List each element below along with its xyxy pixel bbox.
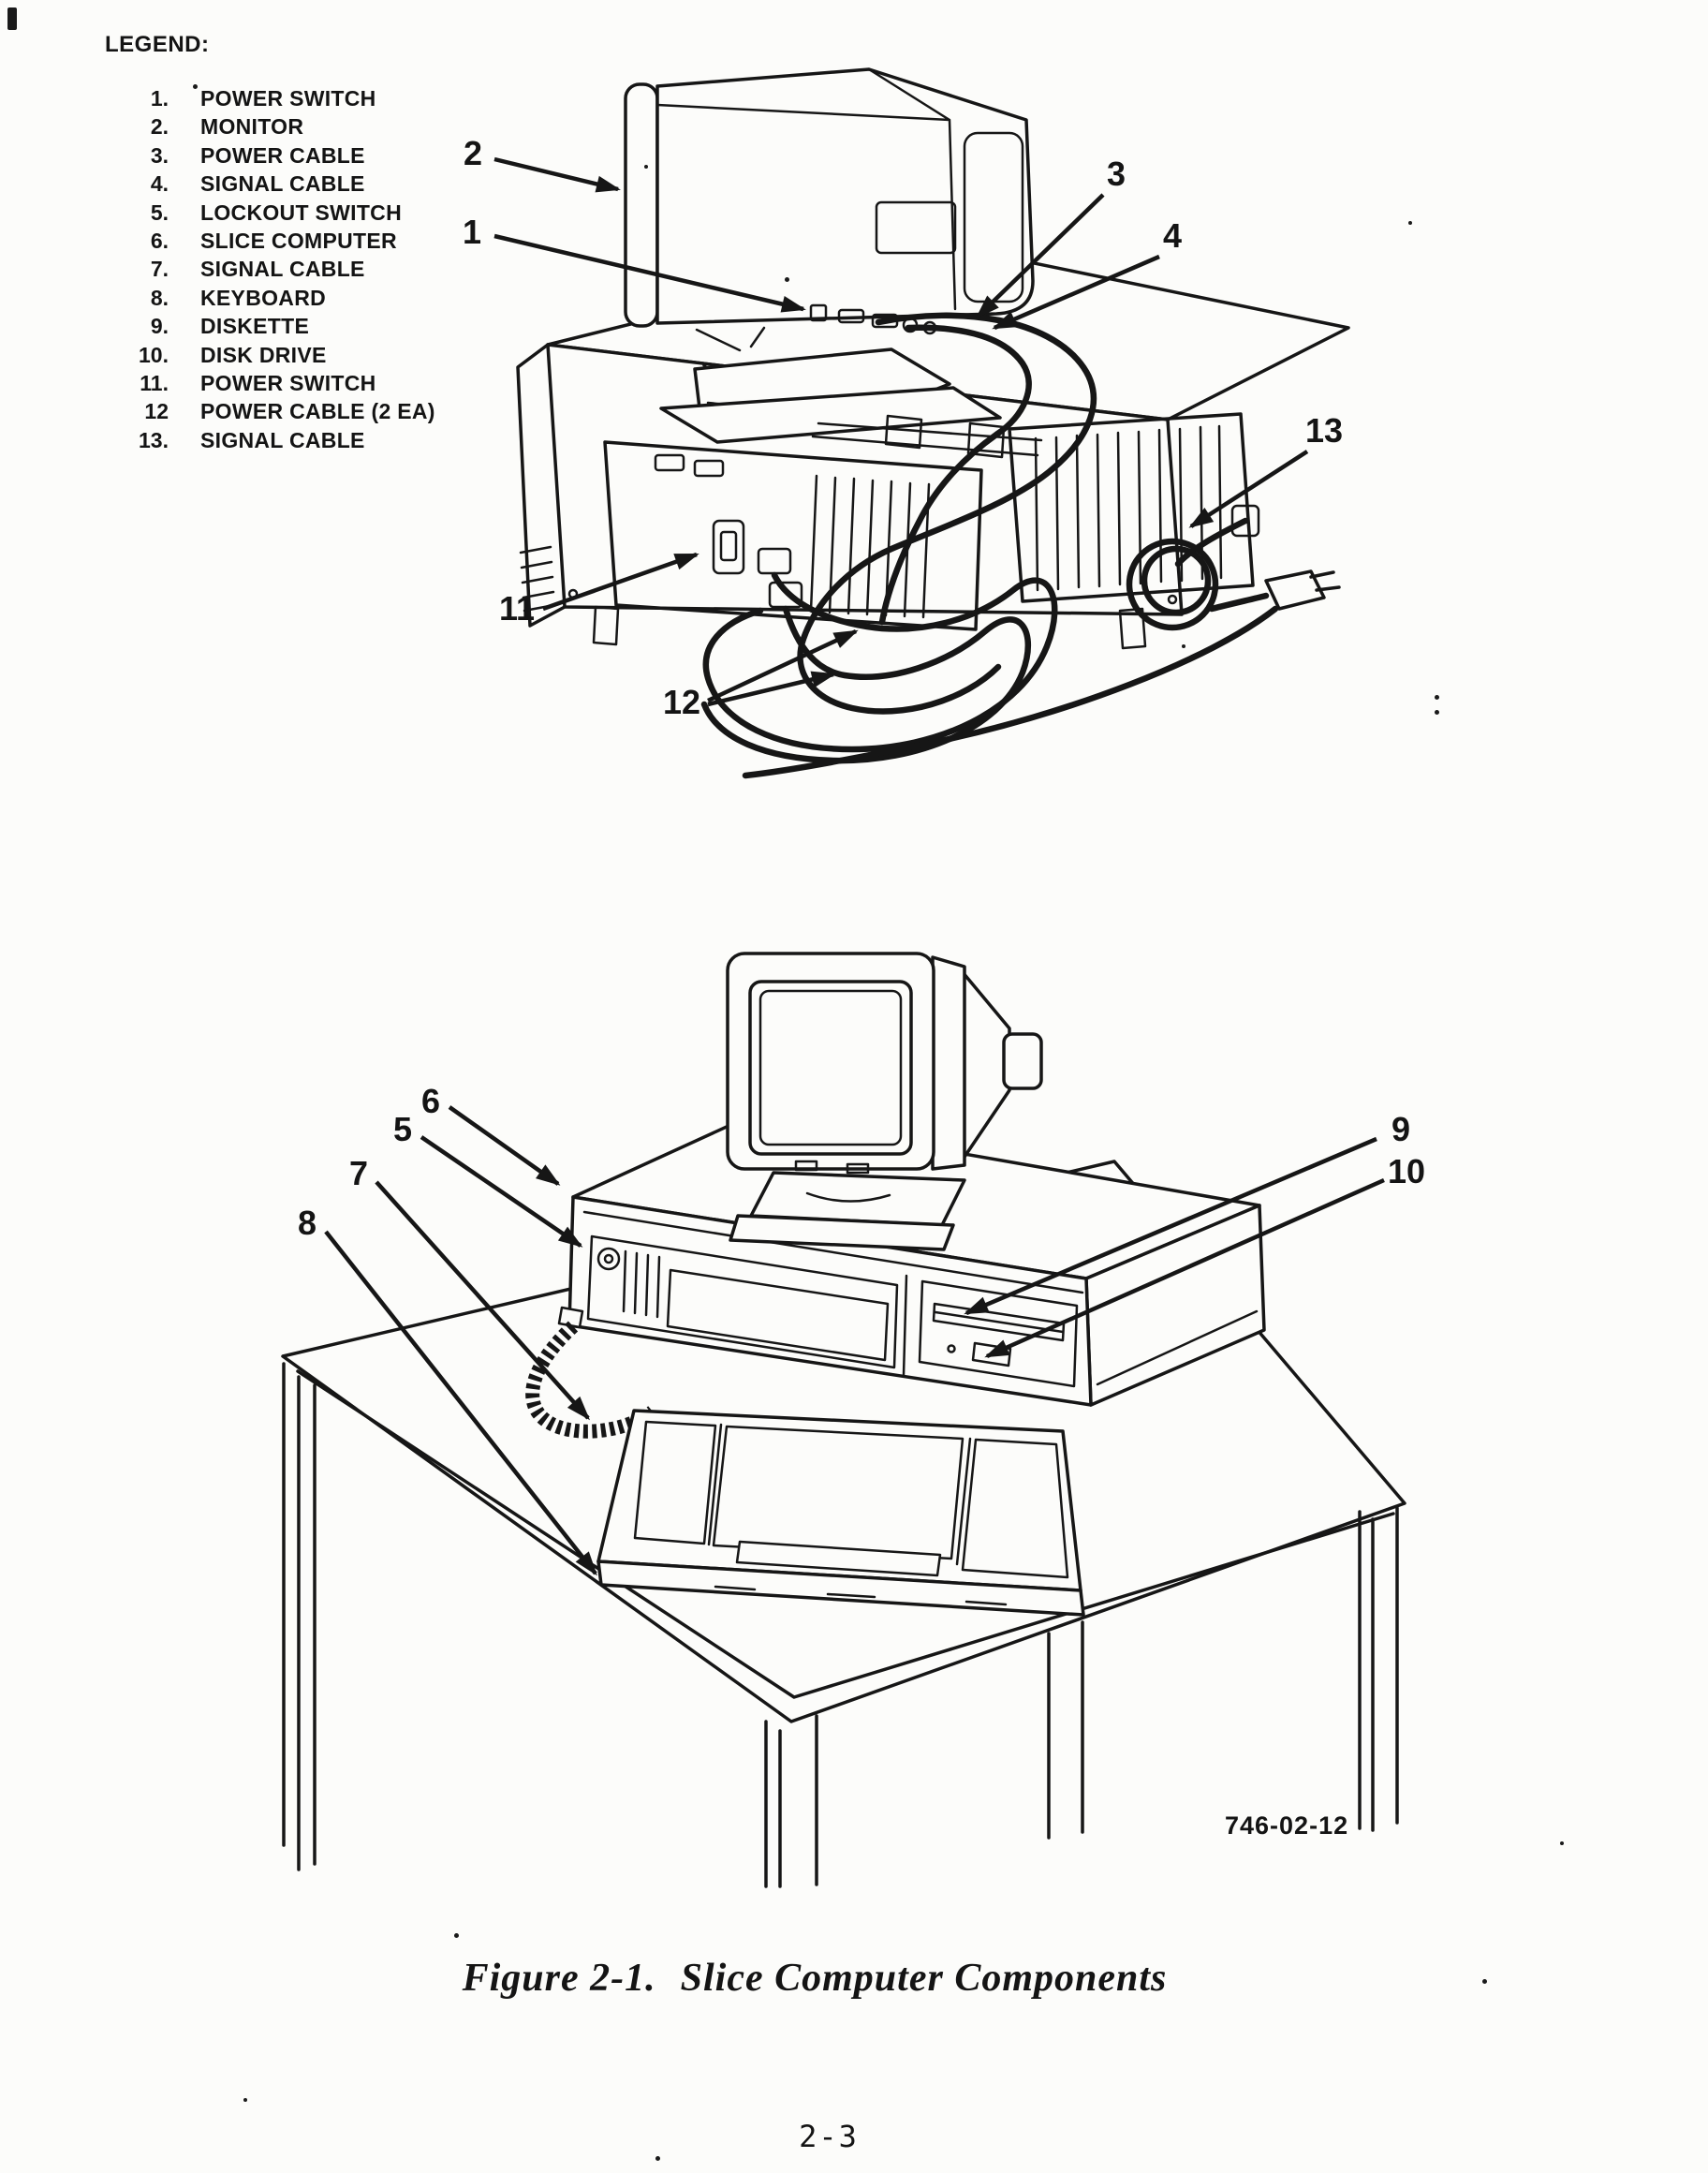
- callout-5-arrow: [421, 1137, 581, 1246]
- scan-speck: [1435, 695, 1439, 700]
- legend-item-number: 13.: [139, 427, 169, 452]
- table-leg-front: [766, 1716, 817, 1886]
- legend-item-label: POWER CABLE: [200, 142, 365, 168]
- legend-item-number: 6.: [150, 228, 169, 253]
- monitor-bezel-edge: [626, 84, 657, 326]
- legend: [105, 32, 435, 456]
- legend-item-label: KEYBOARD: [200, 285, 327, 310]
- figure-caption-title: Slice Computer Components: [680, 1957, 1168, 2000]
- figure-caption-label: Figure 2-1.: [462, 1957, 656, 2000]
- legend-item-number: 12: [144, 399, 169, 424]
- callout-8: 8: [297, 1204, 317, 1242]
- callout-1: 1: [462, 213, 482, 251]
- callout-12: 12: [662, 683, 701, 721]
- legend-item: [105, 286, 435, 314]
- callout-2-arrow: [494, 159, 618, 189]
- legend-item-label: DISKETTE: [200, 314, 310, 339]
- scan-speck: [454, 1933, 459, 1938]
- legend-item: [105, 314, 435, 342]
- legend-item: [105, 229, 435, 257]
- table-leg-back: [1049, 1622, 1082, 1838]
- callout-7: 7: [348, 1154, 369, 1192]
- scan-speck: [655, 2156, 660, 2161]
- scan-speck: [1482, 1979, 1487, 1984]
- rear-view-figure: [403, 47, 1480, 806]
- legend-item-label: MONITOR: [200, 114, 304, 140]
- scan-speck: [193, 84, 198, 89]
- scan-speck: [1182, 644, 1185, 648]
- legend-item: [105, 343, 435, 371]
- legend-item-label: SIGNAL CABLE: [200, 427, 365, 452]
- legend-item-number: 3.: [150, 142, 169, 168]
- scan-speck: [1435, 710, 1439, 715]
- callout-13: 13: [1304, 411, 1344, 450]
- callout-12-arrow: [708, 631, 856, 701]
- legend-item-number: 2.: [150, 114, 169, 140]
- legend-item-number: 10.: [139, 342, 169, 367]
- callout-6: 6: [420, 1082, 441, 1120]
- callout-5: 5: [392, 1110, 413, 1148]
- table-leg-left: [284, 1364, 315, 1870]
- callout-11: 11: [498, 589, 536, 628]
- callout-2: 2: [463, 134, 483, 172]
- legend-item: [105, 114, 435, 142]
- monitor-bezel: [728, 953, 934, 1169]
- legend-item-number: 9.: [150, 314, 169, 339]
- legend-item: [105, 399, 435, 427]
- legend-item-number: 8.: [150, 285, 169, 310]
- legend-item-label: SIGNAL CABLE: [200, 257, 365, 282]
- scan-speck: [644, 165, 648, 169]
- legend-list: [105, 86, 435, 456]
- legend-item: [105, 86, 435, 114]
- legend-item: [105, 200, 435, 229]
- legend-item: [105, 143, 435, 171]
- legend-item-label: SLICE COMPUTER: [200, 228, 397, 253]
- legend-item-label: POWER SWITCH: [200, 86, 376, 111]
- callout-9: 9: [1391, 1110, 1411, 1148]
- legend-item-number: 11.: [140, 370, 169, 395]
- legend-item-number: 5.: [150, 200, 169, 225]
- table-leg-right: [1360, 1508, 1397, 1830]
- drawing-number: 746-02-12: [1225, 1811, 1349, 1840]
- scan-speck: [1408, 221, 1412, 225]
- front-view-figure: [197, 927, 1489, 1901]
- scan-speck: [1560, 1841, 1564, 1845]
- scan-speck: [785, 277, 789, 282]
- legend-item-number: 1.: [150, 86, 169, 111]
- legend-item-label: LOCKOUT SWITCH: [200, 200, 403, 225]
- legend-item: [105, 371, 435, 399]
- legend-item-label: DISK DRIVE: [200, 342, 327, 367]
- scan-speck: [7, 7, 17, 30]
- page-number: 2-3: [799, 2119, 859, 2154]
- legend-item-label: POWER SWITCH: [200, 370, 376, 395]
- callout-4: 4: [1162, 216, 1183, 255]
- callout-6-arrow: [449, 1107, 558, 1184]
- callout-3: 3: [1106, 155, 1126, 193]
- legend-item-label: SIGNAL CABLE: [200, 171, 365, 197]
- legend-item: [105, 257, 435, 285]
- callout-10: 10: [1387, 1152, 1426, 1190]
- legend-item: [105, 428, 435, 456]
- figure-caption: [403, 1956, 1227, 2001]
- legend-item-number: 4.: [150, 171, 169, 197]
- legend-item-number: 7.: [150, 257, 169, 282]
- legend-item-label: POWER CABLE (2 EA): [200, 399, 435, 424]
- scan-speck: [243, 2098, 247, 2102]
- legend-item: [105, 171, 435, 200]
- legend-title: LEGEND:: [105, 32, 210, 57]
